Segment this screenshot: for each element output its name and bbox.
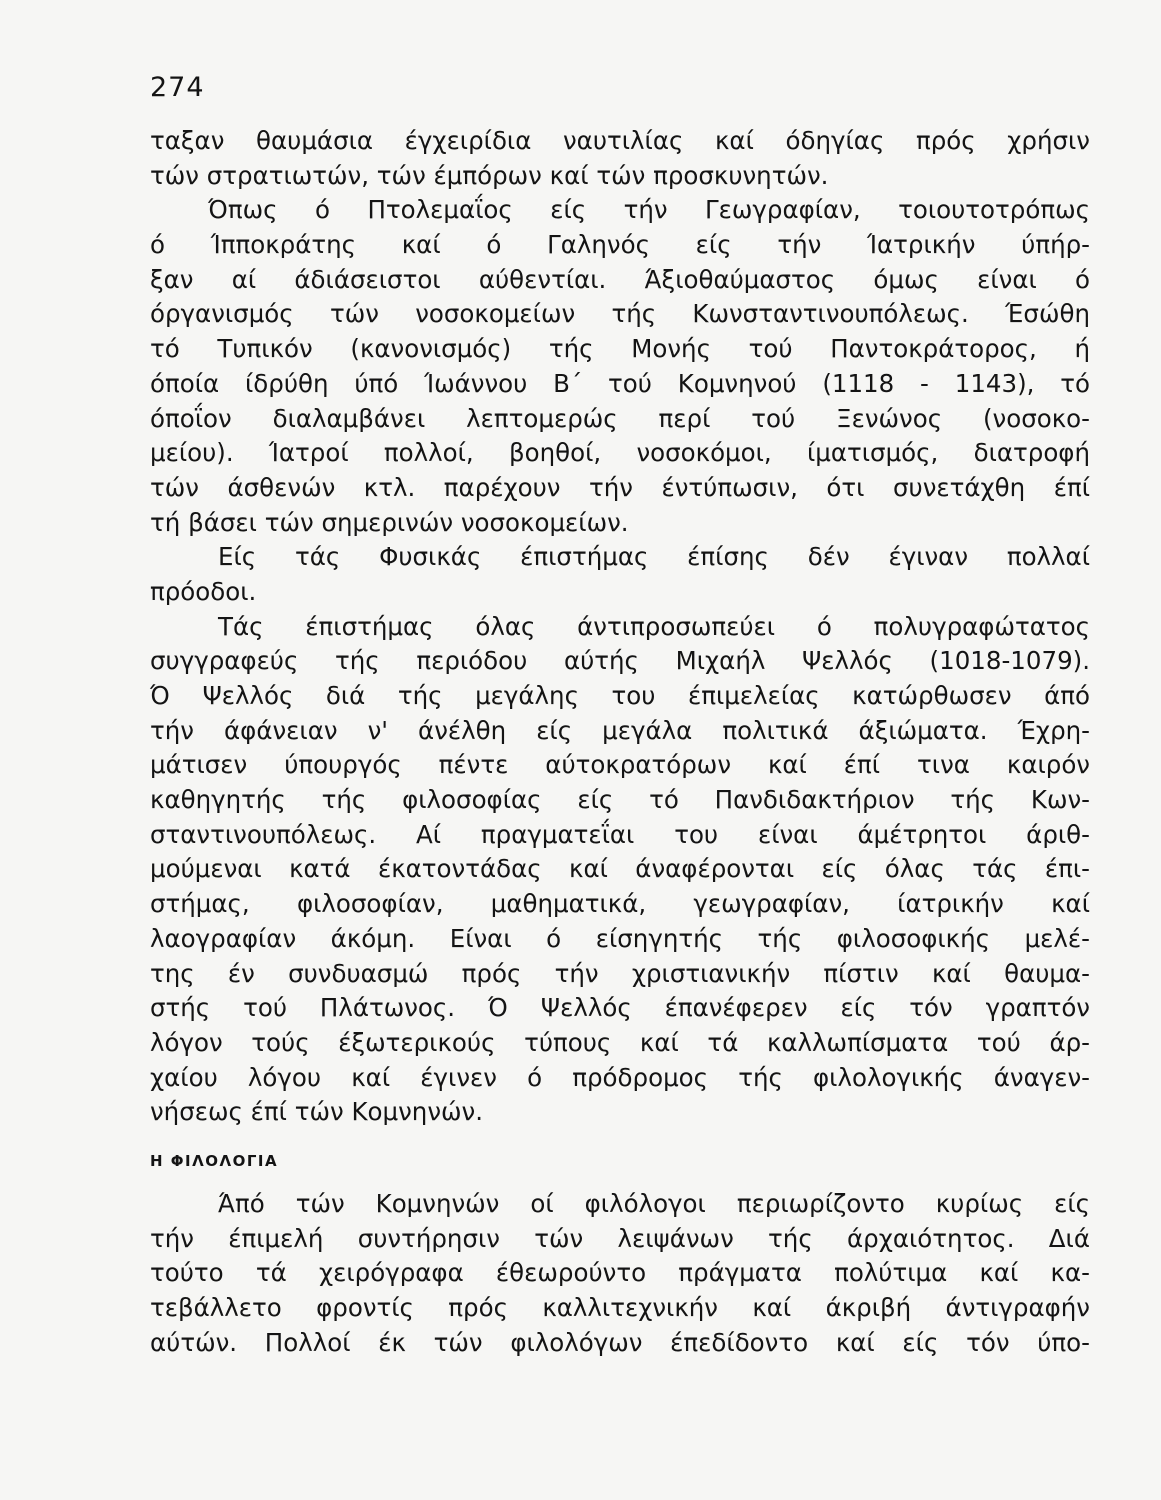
text-line: Είς τάς Φυσικάς έπιστήμας έπίσης δέν έγιναν πολλαί (218, 542, 1090, 572)
text-line: μάτισεν ύπουργός πέντε αύτοκρατόρων καί έπί τινα καιρόν (150, 750, 1090, 780)
text-line: στής τού Πλάτωνος. Ό Ψελλός έπανέφερεν είς τόν γραπτόν (150, 993, 1090, 1023)
text-line: Άπό τών Κομνηνών οί φιλόλογοι περιωρίζοντο κυρίως είς (218, 1189, 1090, 1218)
text-line: τών άσθενών κτλ. παρέχουν τήν έντύπωσιν, ότι συνετάχθη έπί (150, 472, 1090, 502)
text-line: καθηγητής τής φιλοσοφίας είς τό Πανδιδακτήριον τής Κων- (150, 785, 1090, 815)
body-text-continued (150, 1187, 1090, 1360)
page-number: 274 (150, 72, 205, 103)
text-line: τούτο τά χειρόγραφα έθεωρούντο πράγματα πολύτιμα καί κα- (150, 1258, 1090, 1288)
text-line: αύτών. Πολλοί έκ τών φιλολόγων έπεδίδοντο καί είς τόν ύπο- (150, 1327, 1090, 1357)
text-line: όποία ίδρύθη ύπό Ίωάννου Β΄ τού Κομνηνού (1118 - 1143), τό (150, 368, 1090, 398)
text-line: Τάς έπιστήμας όλας άντιπροσωπεύει ό πολυγραφώτατος (218, 611, 1090, 641)
text-line: λόγον τούς έξωτερικούς τύπους καί τά καλλωπίσματα τού άρ- (150, 1027, 1090, 1057)
text-line: τή βάσει τών σημερινών νοσοκομείων. (150, 507, 629, 537)
text-line: όποΐον διαλαμβάνει λεπτομερώς περί τού Ξενώνος (νοσοκο- (150, 403, 1090, 433)
text-line: στήμας, φιλοσοφίαν, μαθηματικά, γεωγραφίαν, ίατρικήν καί (150, 889, 1090, 919)
text-line: λαογραφίαν άκόμη. Είναι ό είσηγητής τής φιλοσοφικής μελέ- (150, 923, 1090, 953)
text-line: ό Ίπποκράτης καί ό Γαληνός είς τήν Ίατρικήν ύπήρ- (150, 230, 1090, 260)
body-text (150, 124, 1090, 1130)
text-line: μούμεναι κατά έκατοντάδας καί άναφέρονται είς όλας τάς έπι- (150, 854, 1090, 884)
text-line: της έν συνδυασμώ πρός τήν χριστιανικήν πίστιν καί θαυμα- (150, 958, 1090, 988)
text-line: μείου). Ίατροί πολλοί, βοηθοί, νοσοκόμοι, ίματισμός, διατροφή (150, 438, 1090, 468)
text-line: ξαν αί άδιάσειστοι αύθεντίαι. Άξιοθαύμαστος όμως είναι ό (150, 264, 1090, 294)
text-line: πρόοδοι. (150, 576, 257, 606)
text-line: τών στρατιωτών, τών έμπόρων καί τών προσκυνητών. (150, 160, 829, 190)
text-line: τό Τυπικόν (κανονισμός) τής Μονής τού Παντοκράτορος, ή (150, 334, 1090, 364)
text-line: Όπως ό Πτολεμαΐος είς τήν Γεωγραφίαν, τοιουτοτρόπως (208, 195, 1090, 225)
text-line: συγγραφεύς τής περιόδου αύτής Μιχαήλ Ψελλός (1018-1079). (150, 646, 1090, 676)
text-line: σταντινουπόλεως. Αί πραγματεΐαι του είναι άμέτρητοι άριθ- (150, 819, 1090, 849)
text-line: τήν έπιμελή συντήρησιν τών λειψάνων τής άρχαιότητος. Διά (150, 1223, 1090, 1253)
text-line: τεβάλλετο φροντίς πρός καλλιτεχνικήν καί άκριβή άντιγραφήν (150, 1293, 1090, 1323)
text-line: νήσεως έπί τών Κομνηνών. (150, 1097, 484, 1127)
text-line: χαίου λόγου καί έγινεν ό πρόδρομος τής φιλολογικής άναγεν- (150, 1062, 1090, 1092)
text-line: Ό Ψελλός διά τής μεγάλης του έπιμελείας κατώρθωσεν άπό (150, 681, 1090, 710)
text-line: ταξαν θαυμάσια έγχειρίδια ναυτιλίας καί όδηγίας πρός χρήσιν (150, 126, 1090, 155)
section-heading: Η ΦΙΛΟΛΟΓΙΑ (150, 1152, 279, 1170)
text-line: τήν άφάνειαν ν' άνέλθη είς μεγάλα πολιτικά άξιώματα. Έχρη- (150, 715, 1090, 745)
text-line: όργανισμός τών νοσοκομείων τής Κωνσταντινουπόλεως. Έσώθη (150, 299, 1090, 329)
